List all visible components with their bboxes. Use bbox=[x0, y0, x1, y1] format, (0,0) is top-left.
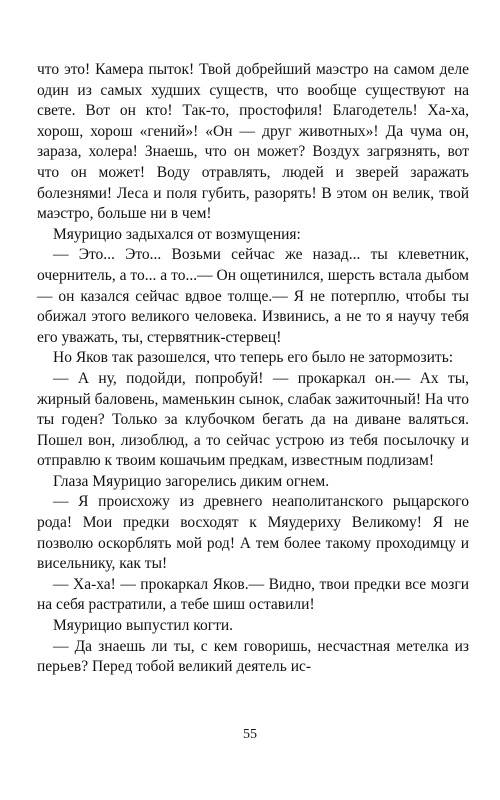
paragraph: Мяурицио выпустил когти. bbox=[53, 617, 234, 635]
paragraph: — Да знаешь ли ты, с кем говоришь, несчастная метелка из перьев? Перед тобой великий деятель ис- bbox=[37, 637, 469, 676]
paragraph: — Ха-ха! — прокаркал Яков.— Видно, твои предки все мозги на себя растратили, а тебе шиш оставили! bbox=[37, 575, 469, 614]
paragraph: — Это... Это... Возьми сейчас же назад... ты клеветник, очернитель, а то... а то...— Он ощетинился, шерсть встала дыбом — он казался сейчас вдвое толще.— Я не потерплю, чтобы ты обижал этого великого человека. Извинись, а не то я научу тебя его уважать, ты, стервятник-стервец! bbox=[37, 246, 469, 346]
paragraph: Мяурицио задыхался от возмущения: bbox=[53, 225, 301, 243]
page-body bbox=[37, 60, 469, 678]
paragraph: — А ну, подойди, попробуй! — прокаркал он.— Ах ты, жирный баловень, маменькин сынок, слабак зажиточный! На что ты годен? Только за клубочком бегать да на диване валяться. Пошел вон, лизоблюд, а то сейчас устрою из тебя посылочку и отправлю к твоим кошачьим предкам, известным подлизам! bbox=[37, 369, 469, 470]
paragraph: Но Яков так разошелся, что теперь его было не затормозить: bbox=[53, 349, 454, 367]
page-number: 55 bbox=[243, 727, 257, 742]
paragraph: — Я происхожу из древнего неаполитанского рыцарского рода! Мои предки восходят к Мяудериху Великому! Я не позволю оскорблять мой род! А тем более такому проходимцу и висельнику, как ты! bbox=[37, 493, 469, 573]
paragraph: что это! Камера пыток! Твой добрейший маэстро на самом деле один из самых худших существ, что вообще существуют на свете. Вот он кто! Так-то, простофиля! Благодетель! Ха-ха, хорош, хорош «гений»! «Он — друг животных»! Да чума он, зараза, холера! Знаешь, что он может? Воздух загрязнять, вот что он может! Воду отравлять, людей и зверей заражать болезнями! Леса и поля губить, разорять! В этом он велик, твой маэстро, больше ни в чем! bbox=[37, 61, 469, 223]
paragraph: Глаза Мяурицио загорелись диким огнем. bbox=[53, 472, 330, 490]
